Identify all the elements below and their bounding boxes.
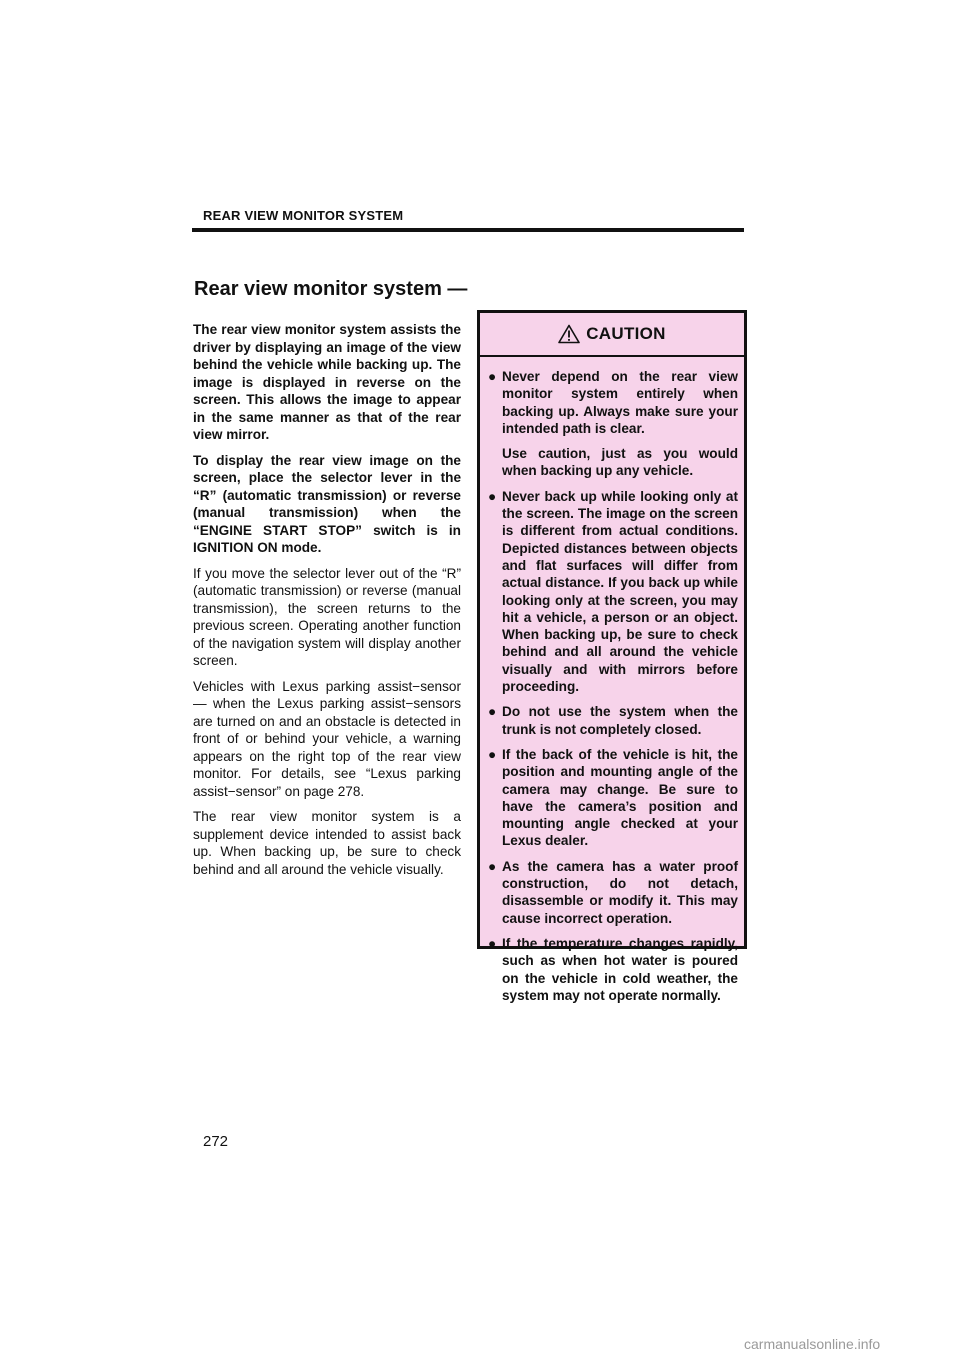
bullet-icon: ● bbox=[488, 935, 497, 951]
caution-item bbox=[488, 368, 738, 480]
bullet-icon: ● bbox=[488, 858, 497, 874]
body-paragraph: Vehicles with Lexus parking assist−sensor — when the Lexus parking assist−sensors are turned on and an obstacle is detected in front of or behind your vehicle, a warning appears on the right top of the rear view monitor. For details, see “Lexus parking assist−sensor” on page 278. bbox=[193, 678, 461, 799]
caution-item-text: If the back of the vehicle is hit, the position and mounting angle of the camera may change. Be sure to have the camera’s position and mounting angle checked at your Lexus dealer. bbox=[502, 746, 738, 849]
caution-box bbox=[477, 310, 747, 1003]
running-header: REAR VIEW MONITOR SYSTEM bbox=[203, 208, 404, 223]
body-paragraph: The rear view monitor system is a supplement device intended to assist back up. When backing up, be sure to check behind and all around the vehicle visually. bbox=[193, 809, 461, 877]
header-rule bbox=[192, 228, 744, 232]
caution-item bbox=[488, 935, 738, 1004]
caution-item-text: Never back up while looking only at the screen. The image on the screen is different from actual conditions. Depicted distances between objects and flat surfaces will differ from actual distance. If you back up while looking only at the screen, you may hit a vehicle, a person or an object. When backing up, be sure to check behind and all around the vehicle visually and with mirrors before proceeding. bbox=[502, 488, 738, 695]
caution-item-subtext: Use caution, just as you would when backing up any vehicle. bbox=[502, 446, 738, 479]
caution-item-text: As the camera has a water proof construction, do not detach, disassemble or modify it. This may cause incorrect operation. bbox=[502, 858, 738, 926]
instruction-paragraph: To display the rear view image on the screen, place the selector lever in the “R” (automatic transmission) or reverse (manual transmission) when the “ENGINE START STOP” switch is in IGNITION ON mode. bbox=[193, 452, 461, 555]
body-text-column bbox=[193, 321, 461, 886]
caution-title: CAUTION bbox=[586, 324, 666, 343]
caution-item-text: Never depend on the rear view monitor system entirely when backing up. Always make sure your intended path is clear. bbox=[502, 369, 738, 436]
watermark: carmanualsonline.info bbox=[744, 1336, 881, 1352]
bullet-icon: ● bbox=[488, 369, 497, 384]
caution-item-text: If the temperature changes rapidly, such as when hot water is poured on the vehicle in cold weather, the system may not operate normally. bbox=[502, 935, 738, 1003]
body-paragraph: If you move the selector lever out of the “R” (automatic transmission) or reverse (manual transmission), the screen returns to the previous screen. Operating another function of the navigation system will display another screen. bbox=[193, 565, 461, 668]
intro-paragraph: The rear view monitor system assists the driver by displaying an image of the view behind the vehicle while backing up. The image is displayed in reverse on the screen. This allows the image to appear in the same manner as that of the rear view mirror. bbox=[193, 322, 461, 442]
caution-item-text: Do not use the system when the trunk is not completely closed. bbox=[502, 704, 738, 737]
caution-header bbox=[480, 313, 744, 357]
caution-item bbox=[488, 488, 738, 696]
bullet-icon: ● bbox=[488, 704, 497, 720]
bullet-icon: ● bbox=[488, 746, 497, 762]
bullet-icon: ● bbox=[488, 488, 497, 504]
caution-list bbox=[480, 357, 744, 1004]
caution-item bbox=[488, 858, 738, 927]
warning-triangle-icon bbox=[558, 324, 580, 344]
caution-item bbox=[488, 703, 738, 738]
section-title: Rear view monitor system — bbox=[194, 278, 468, 300]
caution-item bbox=[488, 746, 738, 850]
page-number: 272 bbox=[203, 1133, 229, 1150]
